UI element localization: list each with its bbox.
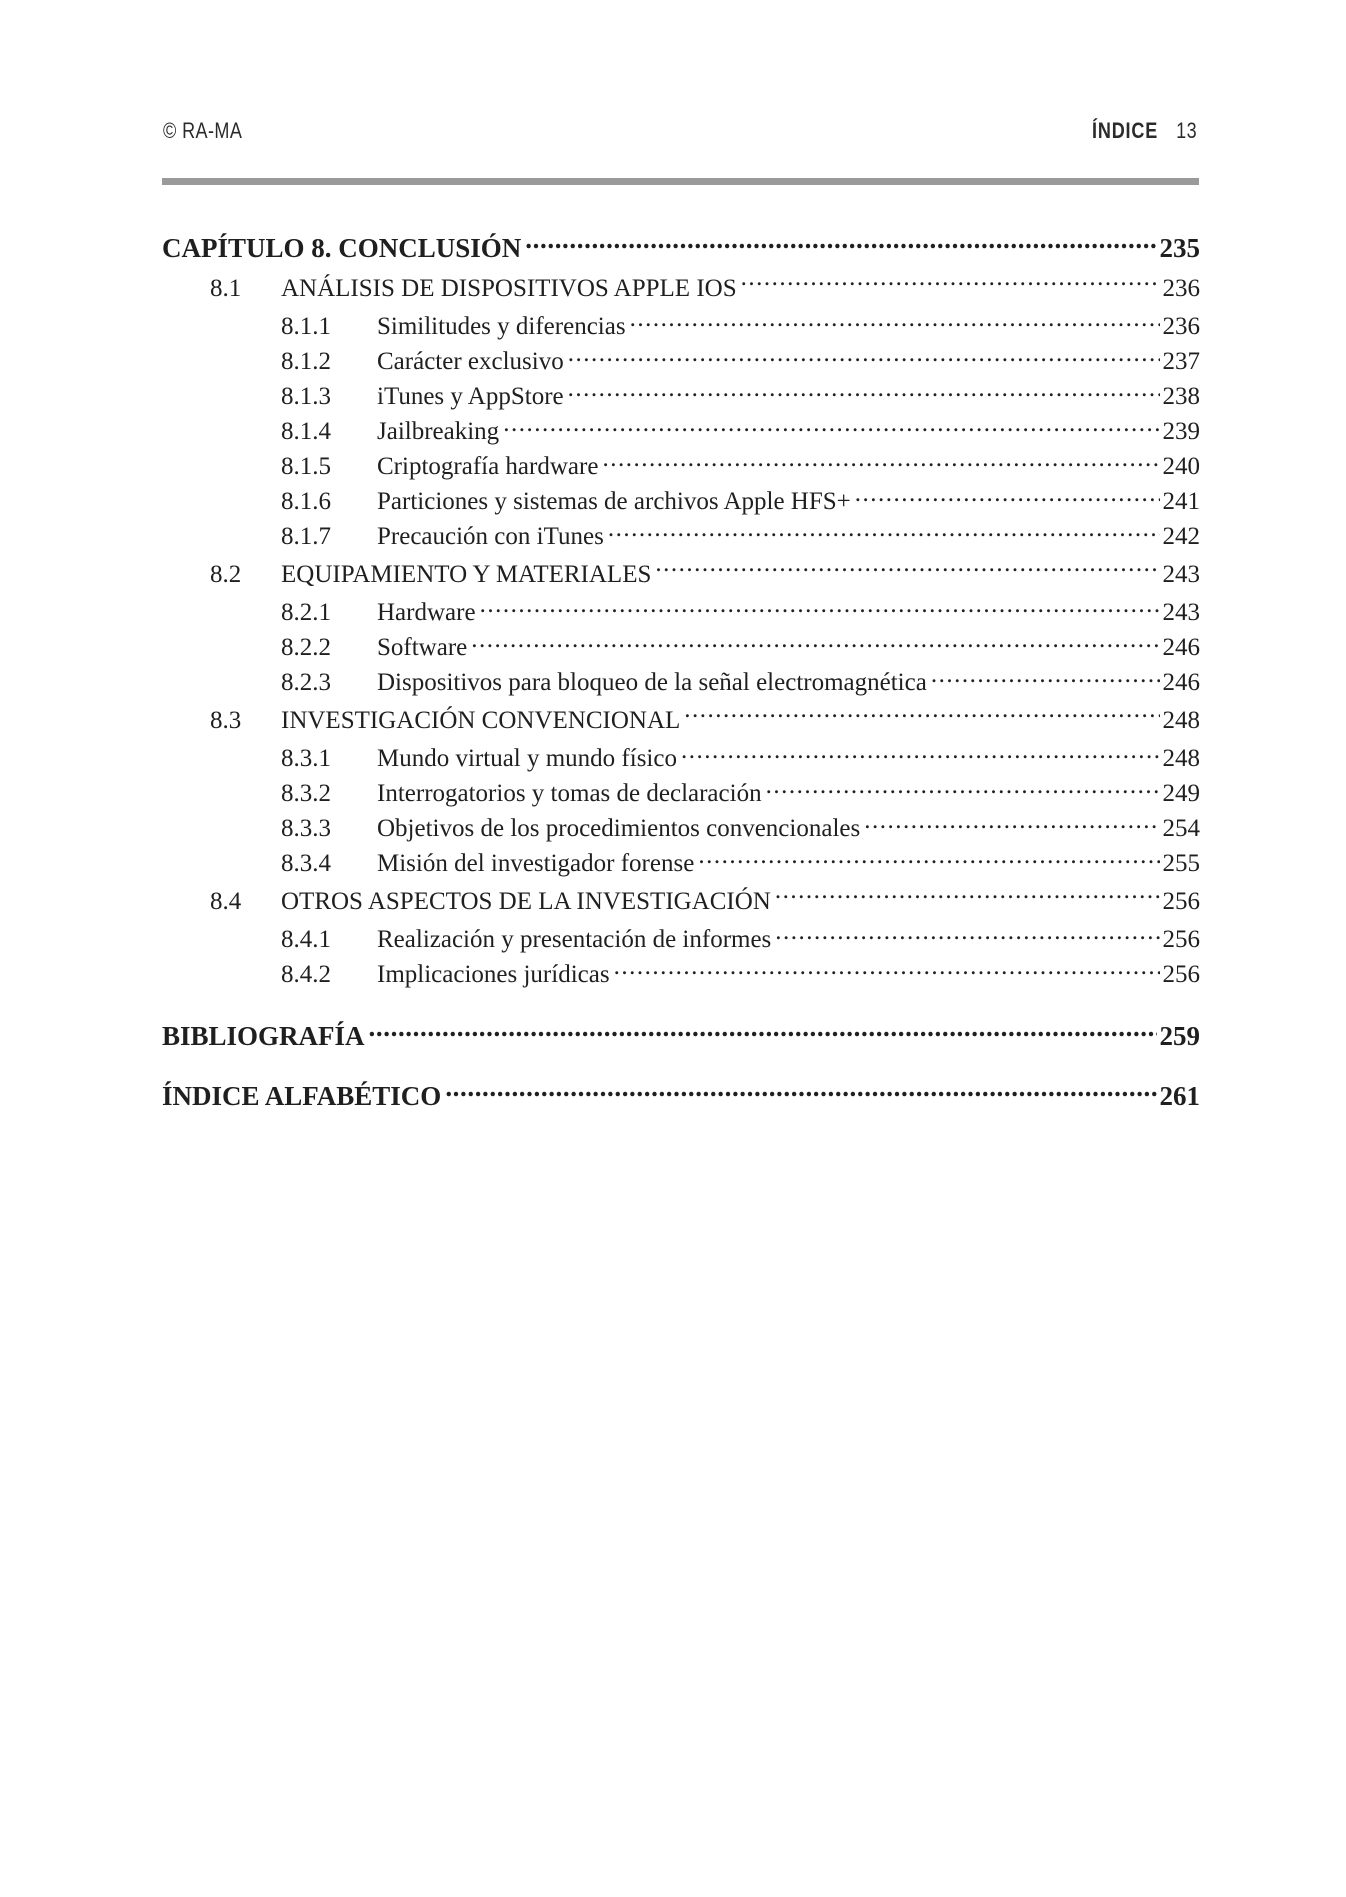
toc-entry-label: Criptografía hardware <box>377 453 599 480</box>
toc-entry-label: iTunes y AppStore <box>377 383 564 410</box>
toc-entry-number: 8.3.4 <box>281 850 331 877</box>
leader-dots <box>655 557 1159 582</box>
toc-entry-number: 8.1.1 <box>281 313 331 340</box>
toc-section-entry[interactable] <box>162 554 1200 595</box>
leader-dots <box>471 630 1159 655</box>
running-title: ÍNDICE <box>1092 118 1159 143</box>
leader-dots <box>445 1078 1156 1105</box>
toc-entry-number: 8.2.2 <box>281 634 331 661</box>
leader-dots <box>864 811 1159 836</box>
toc-entry-label: INVESTIGACIÓN CONVENCIONAL <box>281 707 681 734</box>
publisher-mark: © RA-MA <box>163 118 243 143</box>
toc-entry-number: 8.1.4 <box>281 418 331 445</box>
toc-subsection-entry[interactable] <box>162 344 1200 379</box>
toc-subsection-entry[interactable] <box>162 922 1200 957</box>
toc-entry-label: Objetivos de los procedimientos convencionales <box>377 815 861 842</box>
toc-subsection-entry[interactable] <box>162 379 1200 414</box>
toc-entry-label: Software <box>377 634 468 661</box>
toc-entry-page: 242 <box>1162 523 1200 550</box>
leader-dots <box>608 519 1160 544</box>
leader-dots <box>480 595 1160 620</box>
toc-sections <box>162 268 1200 992</box>
leader-dots <box>503 414 1159 439</box>
toc-entry-number: 8.1.6 <box>281 488 331 515</box>
toc-entry-page: 254 <box>1162 815 1200 842</box>
toc-entry-page: 248 <box>1162 745 1200 772</box>
toc-subsection-entry[interactable] <box>162 595 1200 630</box>
leader-dots <box>568 344 1160 369</box>
toc-entry-page: 240 <box>1162 453 1200 480</box>
toc-entry-label: CAPÍTULO 8. CONCLUSIÓN <box>162 233 522 263</box>
toc-backmatter-entry[interactable] <box>162 1016 1200 1056</box>
toc-entry-page: 236 <box>1162 313 1200 340</box>
leader-dots <box>602 449 1159 474</box>
toc-subsection-entry[interactable] <box>162 846 1200 881</box>
toc-entry-page: 256 <box>1162 888 1200 915</box>
toc-entry-number: 8.2.1 <box>281 599 331 626</box>
toc-section-entry[interactable] <box>162 700 1200 741</box>
toc-section-entry[interactable] <box>162 881 1200 922</box>
toc-entry-number: 8.4.2 <box>281 961 331 988</box>
leader-dots <box>525 230 1156 257</box>
leader-dots <box>630 309 1160 334</box>
toc-subsection-entry[interactable] <box>162 776 1200 811</box>
toc-entry-label: Implicaciones jurídicas <box>377 961 610 988</box>
leader-dots <box>681 741 1160 766</box>
toc-backmatter-entry[interactable] <box>162 1076 1200 1116</box>
toc-entry-label: Misión del investigador forense <box>377 850 695 877</box>
toc-entry-number: 8.3 <box>210 707 242 734</box>
toc-entry-label: OTROS ASPECTOS DE LA INVESTIGACIÓN <box>281 888 771 915</box>
toc-entry-number: 8.1.2 <box>281 348 331 375</box>
leader-dots <box>568 379 1160 404</box>
toc-entry-number: 8.1.5 <box>281 453 331 480</box>
toc-entry-number: 8.3.2 <box>281 780 331 807</box>
leader-dots <box>741 271 1160 296</box>
toc-chapter-entry[interactable] <box>162 228 1200 268</box>
toc-entry-label: Interrogatorios y tomas de declaración <box>377 780 762 807</box>
toc-entry-page: 249 <box>1162 780 1200 807</box>
toc-entry-page: 256 <box>1162 926 1200 953</box>
toc-entry-page: 235 <box>1159 233 1200 263</box>
toc-section-entry[interactable] <box>162 268 1200 309</box>
toc-entry-page: 255 <box>1162 850 1200 877</box>
toc-entry-page: 243 <box>1162 599 1200 626</box>
toc-entry-page: 237 <box>1162 348 1200 375</box>
toc-entry-number: 8.4 <box>210 888 242 915</box>
header-rule <box>162 178 1199 185</box>
toc-subsection-entry[interactable] <box>162 811 1200 846</box>
toc-entry-label: EQUIPAMIENTO Y MATERIALES <box>281 561 652 588</box>
leader-dots <box>855 484 1160 509</box>
leader-dots <box>775 922 1159 947</box>
toc-entry-number: 8.3.3 <box>281 815 331 842</box>
toc-entry-label: Dispositivos para bloqueo de la señal electromagnética <box>377 669 927 696</box>
running-header <box>163 118 1198 152</box>
spacer <box>162 1056 1200 1076</box>
toc-entry-page: 246 <box>1162 669 1200 696</box>
toc-entry-number: 8.1.7 <box>281 523 331 550</box>
toc-entry-label: ÍNDICE ALFABÉTICO <box>162 1081 442 1111</box>
toc-entry-label: BIBLIOGRAFÍA <box>162 1021 365 1051</box>
toc-entry-label: Hardware <box>377 599 476 626</box>
toc-entry-number: 8.3.1 <box>281 745 331 772</box>
leader-dots <box>766 776 1160 801</box>
toc-entry-page: 256 <box>1162 961 1200 988</box>
toc-entry-page: 261 <box>1159 1081 1200 1111</box>
toc-entry-page: 243 <box>1162 561 1200 588</box>
toc-back-matter <box>162 1016 1200 1116</box>
toc-subsection-entry[interactable] <box>162 630 1200 665</box>
toc-entry-page: 236 <box>1162 275 1200 302</box>
toc-entry-label: Particiones y sistemas de archivos Apple HFS+ <box>377 488 851 515</box>
toc-entry-number: 8.2 <box>210 561 242 588</box>
toc-entry-page: 241 <box>1162 488 1200 515</box>
toc-entry-label: Mundo virtual y mundo físico <box>377 745 677 772</box>
toc-subsection-entry[interactable] <box>162 449 1200 484</box>
spacer <box>162 992 1200 1016</box>
page-number: 13 <box>1176 118 1198 143</box>
toc-entry-number: 8.4.1 <box>281 926 331 953</box>
toc-entry-number: 8.1.3 <box>281 383 331 410</box>
toc-subsection-entry[interactable] <box>162 309 1200 344</box>
leader-dots <box>369 1018 1157 1045</box>
toc-entry-page: 246 <box>1162 634 1200 661</box>
toc-entry-label: Realización y presentación de informes <box>377 926 772 953</box>
toc-entry-label: Similitudes y diferencias <box>377 313 626 340</box>
toc-subsection-entry[interactable] <box>162 519 1200 554</box>
leader-dots <box>684 703 1159 728</box>
toc-subsection-entry[interactable] <box>162 665 1200 700</box>
toc-entry-page: 238 <box>1162 383 1200 410</box>
toc-entry-page: 248 <box>1162 707 1200 734</box>
toc-entry-number: 8.2.3 <box>281 669 331 696</box>
toc-subsection-entry[interactable] <box>162 414 1200 449</box>
toc-entry-label: ANÁLISIS DE DISPOSITIVOS APPLE IOS <box>281 275 737 302</box>
toc-entry-label: Precaución con iTunes <box>377 523 604 550</box>
toc-entry-label: Carácter exclusivo <box>377 348 564 375</box>
toc-subsection-entry[interactable] <box>162 484 1200 519</box>
toc-entry-number: 8.1 <box>210 275 242 302</box>
table-of-contents <box>162 228 1200 1116</box>
header-right <box>1092 118 1197 144</box>
toc-entry-page: 259 <box>1159 1021 1200 1051</box>
toc-entry-label: Jailbreaking <box>377 418 500 445</box>
leader-dots <box>614 957 1160 982</box>
leader-dots <box>931 665 1160 690</box>
leader-dots <box>698 846 1159 871</box>
toc-subsection-entry[interactable] <box>162 741 1200 776</box>
leader-dots <box>775 884 1160 909</box>
toc-subsection-entry[interactable] <box>162 957 1200 992</box>
toc-entry-page: 239 <box>1162 418 1200 445</box>
